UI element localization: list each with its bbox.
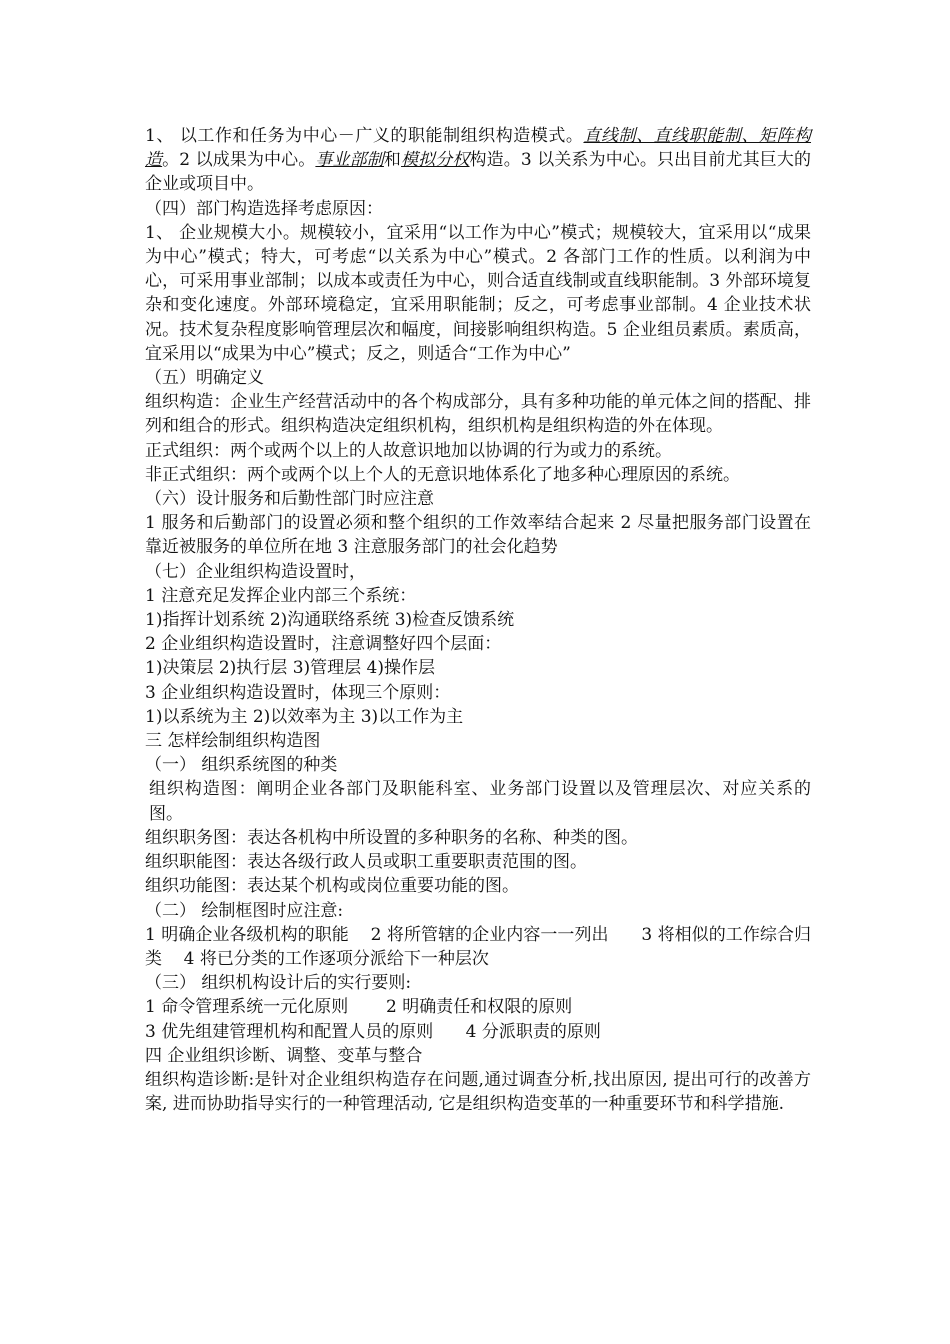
subheading-drawing-notes: （二） 绘制框图时应注意: <box>145 900 344 921</box>
subheading-implementation-rules: （三） 组织机构设计后的实行要则: <box>145 973 412 994</box>
chart-type-structure: 组织构造图：阐明企业各部门及职能科室、业务部门设置以及管理层次、对应关系的图。 <box>149 779 811 824</box>
list-item: 3 企业组织构造设置时，体现三个原则： <box>145 682 451 703</box>
paragraph-text: 和 <box>383 150 402 171</box>
list-item: 2 企业组织构造设置时，注意调整好四个层面： <box>145 634 502 655</box>
list-number: 1、 <box>145 126 174 146</box>
link-matrix-structure[interactable]: 直线制、直线职能制、矩阵构造 <box>145 126 812 171</box>
link-divisional-structure[interactable]: 事业部制 <box>315 150 384 171</box>
paragraph-factors <box>145 221 811 366</box>
section-heading-6: （六）设计服务和后勤性部门时应注意 <box>145 489 434 510</box>
section-heading-7: （七）企业组织构造设置时， <box>145 561 366 582</box>
paragraph-diagnosis: 组织构造诊断:是针对企业组织构造存在问题,通过调查分析,找出原因, 提出可行的改善方案, 进而协助指导实行的一种管理活动, 它是组织构造变革的一种重要环节和科学措施. <box>145 1069 811 1115</box>
rules-line-1: 1 命令管理系统一元化原则 2 明确责任和权限的原则 <box>145 997 573 1018</box>
chart-type-duty: 组织职能图：表达各级行政人员或职工重要职责范围的图。 <box>145 852 587 873</box>
paragraph-service-departments: 1 服务和后勤部门的设置必须和整个组织的工作效率结合起来 2 尽量把服务部门设置在靠近被服务的单位所在地 3 注意服务部门的社会化趋势 <box>145 513 811 558</box>
drawing-notes-list: 1 明确企业各级机构的职能 2 将所管辖的企业内容一一列出 3 将相似的工作综合归类 4 将已分类的工作逐项分派给下一种层次 <box>145 924 811 969</box>
list-item: 1 注意充足发挥企业内部三个系统： <box>145 585 417 606</box>
chart-type-position: 组织职务图：表达各机构中所设置的多种职务的名称、种类的图。 <box>145 827 638 848</box>
document-body <box>145 124 811 1116</box>
section-heading-5: （五）明确定义 <box>145 368 264 389</box>
list-item: 1)决策层 2)执行层 3)管理层 4)操作层 <box>145 658 436 679</box>
list-item: 1)以系统为主 2)以效率为主 3)以工作为主 <box>145 706 464 727</box>
subheading-chart-types: （一） 组织系统图的种类 <box>145 755 338 776</box>
rules-line-2: 3 优先组建管理机构和配置人员的原则 4 分派职责的原则 <box>145 1021 601 1042</box>
list-number: 1、 <box>145 222 174 243</box>
paragraph-text: 。2 以成果为中心。 <box>162 150 316 171</box>
list-item: 1)指挥计划系统 2)沟通联络系统 3)检查反馈系统 <box>145 610 515 631</box>
section-heading-4: （四）部门构造选择考虑原因： <box>145 198 383 219</box>
chapter-heading-4: 四 企业组织诊断、调整、变革与整合 <box>145 1045 423 1066</box>
paragraph-text: 以工作和任务为中心－广义的职能制组织构造模式。 <box>179 126 584 146</box>
paragraph-text: 构造。3 以关系为中心。只出目前尤其巨大的企业或项目中。 <box>145 150 812 195</box>
link-simulated-decentralization[interactable]: 模拟分权 <box>401 150 470 171</box>
definition-organization-structure: 组织构造：企业生产经营活动中的各个构成部分，具有多种功能的单元体之间的搭配、排列和组合的形式。组织构造决定组织机构，组织机构是组织构造的外在体现。 <box>145 392 811 437</box>
chart-type-function: 组织功能图：表达某个机构或岗位重要功能的图。 <box>145 876 519 897</box>
paragraph-structure-modes <box>145 124 811 197</box>
definition-formal-organization: 正式组织：两个或两个以上的人故意识地加以协调的行为或力的系统。 <box>145 440 672 461</box>
definition-informal-organization: 非正式组织：两个或两个以上个人的无意识地体系化了地多种心理原因的系统。 <box>145 464 740 485</box>
paragraph-text: 企业规模大小。规模较小，宜采用“以工作为中心”模式；规模较大，宜采用以“成果为中心”模式；特大，可考虑“以关系为中心”模式。2 各部门工作的性质。以利润为中心，可采用事业部制；以成本或责任为中心，则合适直线制或直线职能制。3 外部环境复杂和变化速度。外部环境稳定，宜采用职能制；反之，可考虑事业部制。4 企业技术状况。技术复杂程度影响管理层次和幅度，间接影响组织构造。5 企业组员素质。素质高，宜采用以“成果为中心”模式；反之，则适合“工作为中心” <box>145 222 811 364</box>
chapter-heading-3: 三 怎样绘制组织构造图 <box>145 731 321 752</box>
